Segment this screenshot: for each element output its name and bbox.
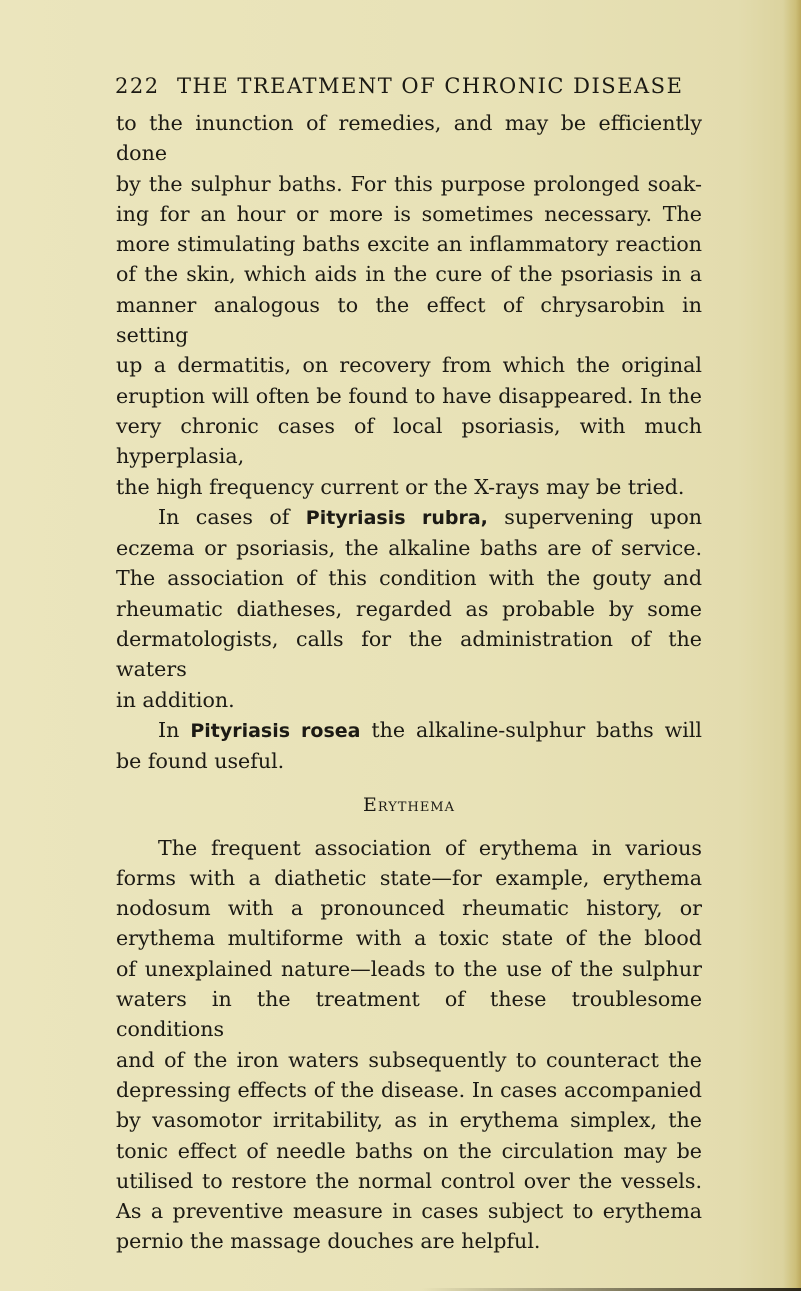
text-line: The association of this condition with the gouty and <box>116 566 702 591</box>
page-edge-shadow <box>783 0 801 1291</box>
trailing-text: the alkaline-sulphur baths will <box>360 717 702 742</box>
paragraph-erythema <box>116 833 702 1257</box>
term-pityriasis-rosea: Pityriasis rosea <box>190 719 361 742</box>
lead-text: In <box>158 717 191 742</box>
text-line: very chronic cases of local psoriasis, with much hyperplasia, <box>116 413 702 469</box>
text-line: dermatologists, calls for the administration of the waters <box>116 627 702 682</box>
text-line: up a dermatitis, on recovery from which the original <box>116 353 702 378</box>
lead-text: In cases of <box>158 504 306 529</box>
text-line: in addition. <box>116 687 235 712</box>
text-line: be found useful. <box>116 749 285 774</box>
section-heading-erythema: Erythema <box>362 793 456 816</box>
text-line: to the inunction of remedies, and may be efficiently done <box>116 111 702 166</box>
paragraph-pityriasis-rubra <box>116 502 702 715</box>
paragraph-psoriasis-treatment <box>116 108 702 502</box>
text-line <box>116 502 702 533</box>
text-line: As a preventive measure in cases subject to erythema <box>116 1199 702 1224</box>
text-line: and of the iron waters subsequently to counteract the <box>116 1047 702 1072</box>
text-line: eczema or psoriasis, the alkaline baths are of service. <box>116 536 702 561</box>
text-line: The frequent association of erythema in various <box>158 835 702 860</box>
text-line: depressing effects of the disease. In cases accompanied <box>116 1077 702 1102</box>
text-line: of unexplained nature—leads to the use of the sulphur <box>116 956 702 981</box>
text-line: ing for an hour or more is sometimes necessary. The <box>116 201 702 226</box>
text-line: by the sulphur baths. For this purpose prolonged soak- <box>116 171 702 196</box>
text-line <box>116 715 702 746</box>
running-title: THE TREATMENT OF CHRONIC DISEASE <box>177 74 684 98</box>
page-number: 222 <box>115 74 160 98</box>
running-header <box>115 74 705 108</box>
text-line: tonic effect of needle baths on the circulation may be <box>116 1138 702 1163</box>
text-line: pernio the massage douches are helpful. <box>116 1229 541 1254</box>
text-line: nodosum with a pronounced rheumatic history, or <box>116 896 702 921</box>
text-line: erythema multiforme with a toxic state of the blood <box>116 926 702 951</box>
text-line: manner analogous to the effect of chrysarobin in setting <box>116 292 702 348</box>
text-line: utilised to restore the normal control over the vessels. <box>116 1168 702 1193</box>
text-line: more stimulating baths excite an inflammatory reaction <box>116 232 702 257</box>
body-text <box>116 108 702 1257</box>
paragraph-pityriasis-rosea <box>116 715 702 777</box>
text-line: the high frequency current or the X-rays may be tried. <box>116 474 685 499</box>
text-line: waters in the treatment of these troublesome conditions <box>116 987 702 1042</box>
term-pityriasis-rubra: Pityriasis rubra, <box>305 506 488 529</box>
text-line: rheumatic diatheses, regarded as probable by some <box>116 596 702 621</box>
text-line: eruption will often be found to have disappeared. In the <box>116 383 702 408</box>
text-line: by vasomotor irritability, as in erythema simplex, the <box>116 1108 702 1133</box>
trailing-text: supervening upon <box>487 504 702 529</box>
text-line: of the skin, which aids in the cure of the psoriasis in a <box>116 262 702 287</box>
text-line: forms with a diathetic state—for example, erythema <box>116 865 702 890</box>
